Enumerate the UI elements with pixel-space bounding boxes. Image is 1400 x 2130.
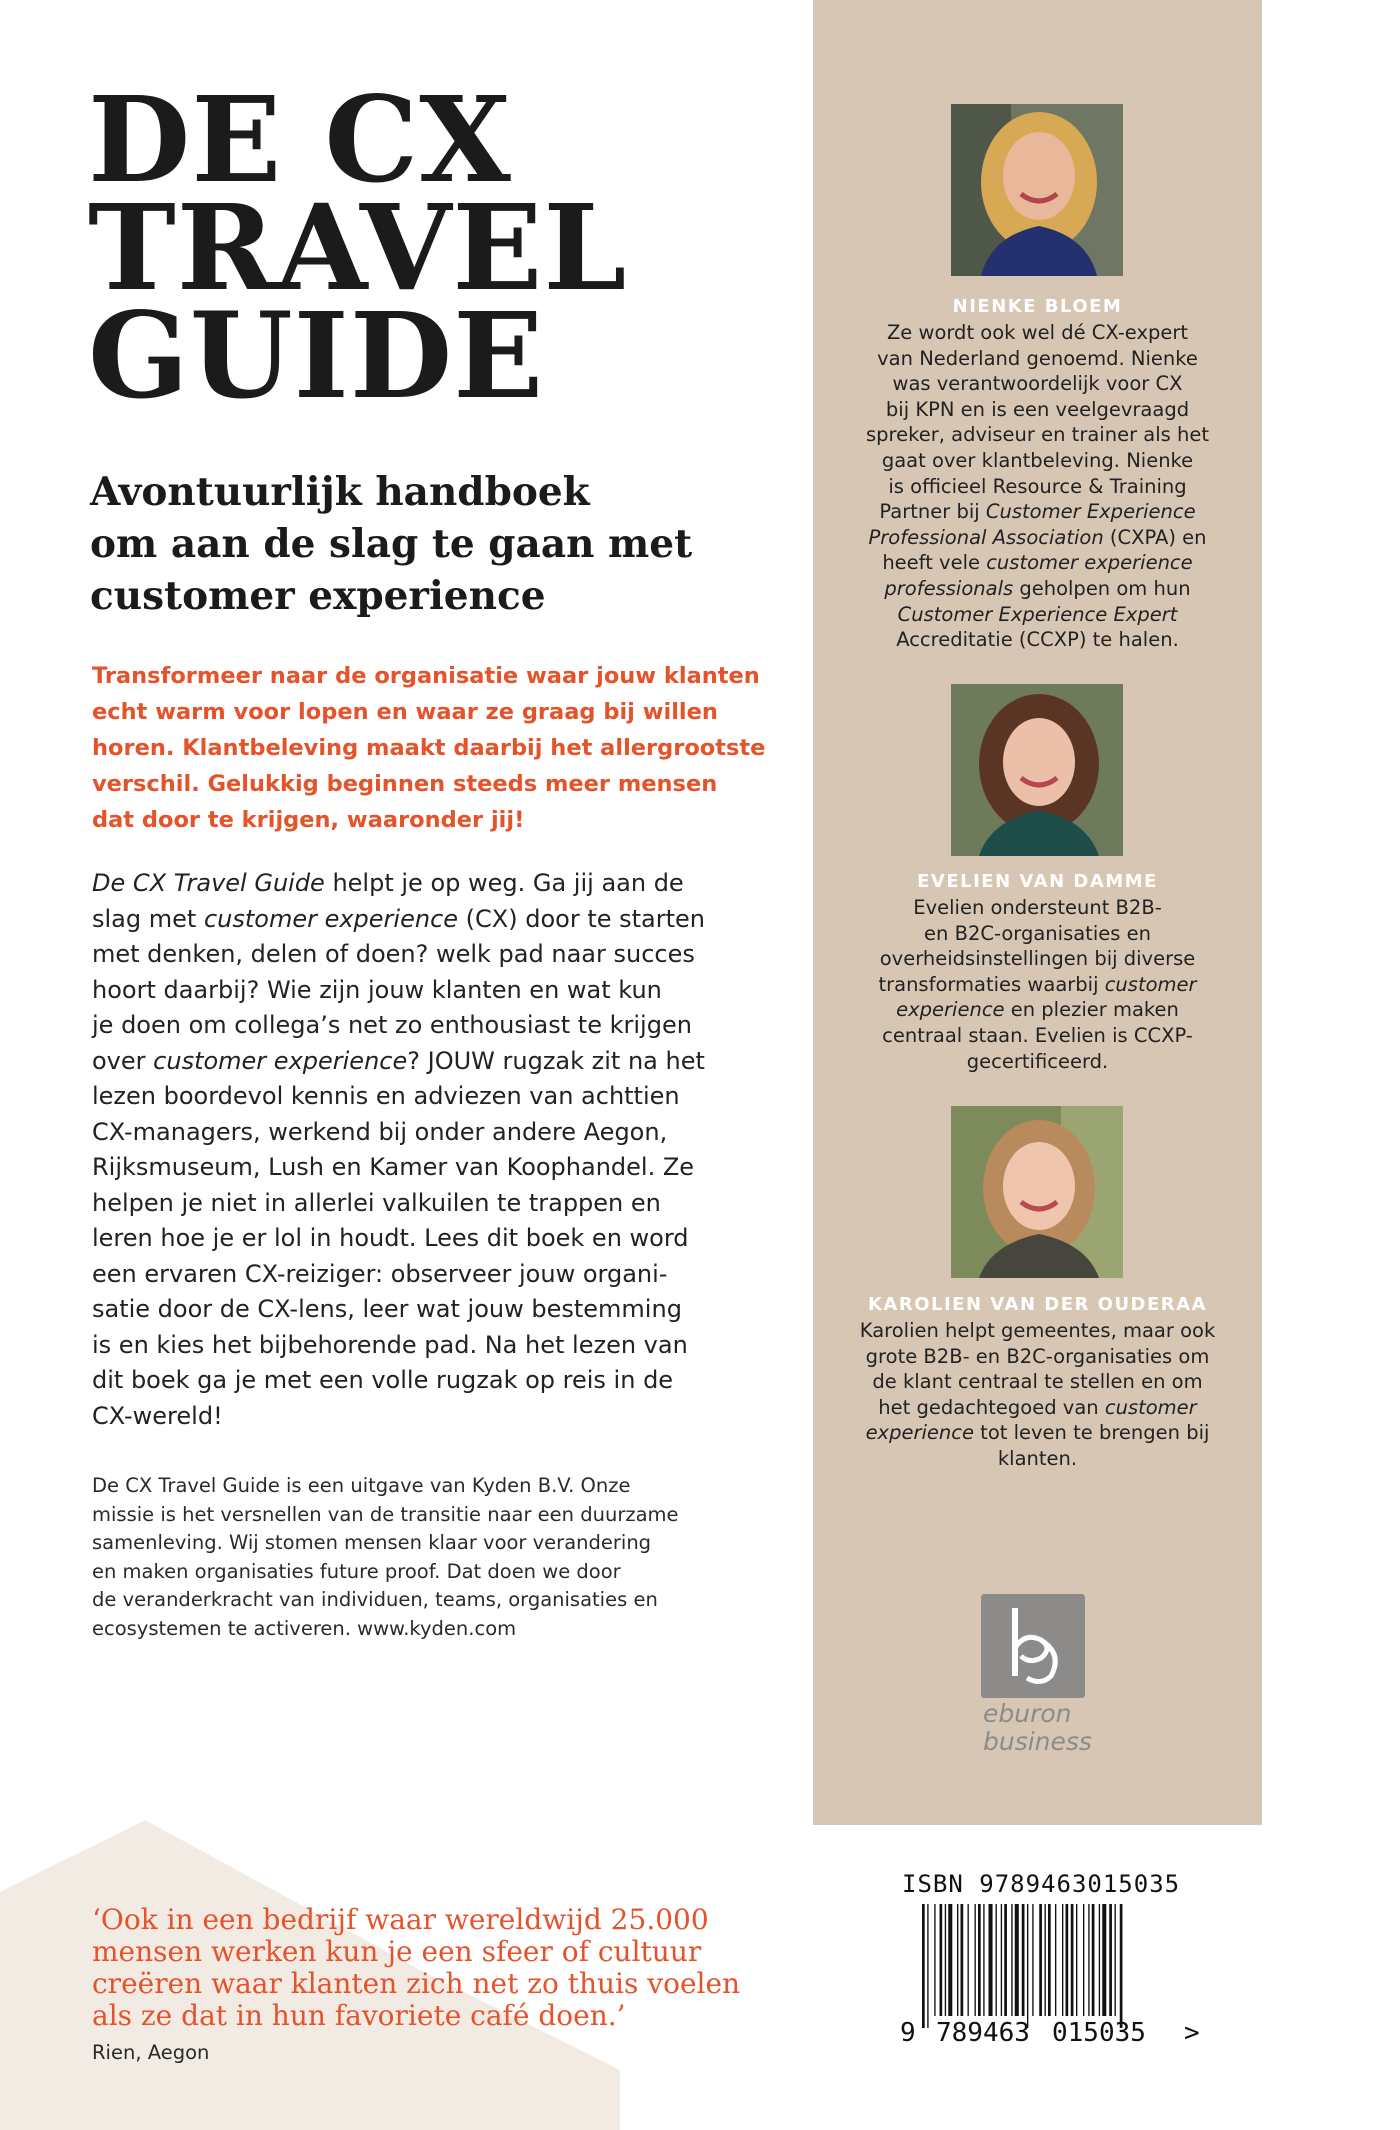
body-line [92,1044,792,1080]
publisher-info [92,1472,792,1643]
bio-line [833,1420,1242,1446]
barcode-bar [1120,1904,1123,2028]
publisher-logo-text [983,1700,1103,1756]
quote-line: mensen werken kun je een sfeer of cultuur [92,1935,702,1968]
barcode-bar [934,1904,935,2016]
bio-line: Ze wordt ook wel dé CX-expert [886,321,1189,344]
barcode-bar [922,1904,925,2028]
subtitle-line: Avontuurlijk handboek [90,469,590,515]
book-title [88,70,628,425]
bio-line: gaat over klantbeleving. Nienke [881,448,1194,472]
intro-line: echt warm voor lopen en waar ze graag bij willen [92,699,718,725]
title-line: TRAVEL [88,178,628,317]
publisher-line: en maken organisaties future proof. Dat doen we door [92,1559,621,1583]
body-line: satie door de CX-lens, leer wat jouw bestemming [92,1295,682,1323]
publisher-line: ecosystemen te activeren. www.kyden.com [92,1616,517,1640]
body-line [92,866,792,902]
barcode-bar [1109,1904,1112,2016]
intro-line: horen. Klantbeleving maakt daarbij het allergrootste [92,735,766,761]
bio-text: Partner bij [879,500,986,524]
author-bio [833,1318,1242,1472]
barcode-bar [1099,1904,1100,2016]
barcode-bar [1115,1904,1116,2016]
authors-panel [813,0,1262,1825]
eburon-logo-icon [981,1594,1085,1698]
bio-line [833,602,1242,628]
bio-line: van Nederland genoemd. Nienke [877,346,1198,370]
barcode-bar [1048,1904,1051,2016]
logo-line: business [983,1727,1092,1756]
intro-line: verschil. Gelukkig beginnen steeds meer mensen [92,771,718,797]
body-line: helpen je niet in allerlei valkuilen te trappen en [92,1188,661,1217]
bio-line: grote B2B- en B2C-organisaties om [865,1344,1210,1368]
author-photo-nienke [951,104,1123,276]
bio-text: het gedachtegoed van [878,1395,1105,1419]
bio-line: overheidsinstellingen bij diverse [879,947,1196,971]
author-photo-evelien [951,684,1123,856]
bio-italic: experience [865,1421,974,1445]
body-line: CX-wereld! [92,1401,223,1430]
bio-italic: Professional Association [868,525,1104,549]
author-name: KAROLIEN VAN DER OUDERAA [867,1294,1208,1315]
intro-paragraph [92,658,792,838]
book-subtitle [90,466,790,622]
bio-line: Accreditatie (CCXP) te halen. [896,628,1179,652]
barcode-bar [1092,1904,1095,2016]
barcode-bar [1039,1904,1042,2016]
bio-line [833,550,1242,576]
body-italic: De CX Travel Guide [92,869,325,897]
title-line: DE CX [88,70,512,209]
author-photo-karolien [951,1106,1123,1278]
quote-source: Rien, Aegon [92,2041,210,2064]
subtitle-line: om aan de slag te gaan met [90,521,693,567]
barcode-bar [1071,1904,1074,2016]
barcode-bars-icon [922,1904,1182,2028]
bio-line: centraal staan. Evelien is CCXP- [882,1023,1193,1047]
bio-italic: customer experience [986,551,1193,575]
bio-line: bij KPN en is een veelgevraagd [885,397,1190,421]
author-bio [833,895,1242,1074]
bio-italic: Customer Experience Expert [897,602,1178,626]
bio-line [833,576,1242,602]
barcode-bar [1083,1904,1084,2016]
barcode-bar [1027,1904,1028,2028]
body-text: over [92,1046,154,1075]
author-name: NIENKE BLOEM [952,296,1123,317]
isbn-barcode [900,1870,1200,2050]
barcode-bar [948,1904,952,2016]
body-line: hoort daarbij? Wie zijn jouw klanten en wat kun [92,975,662,1004]
body-text: slag met [92,904,204,933]
barcode-bar [1088,1904,1089,2016]
barcode-bar [996,1904,997,2016]
bio-italic: customer [1104,972,1197,996]
testimonial-quote [92,1904,792,2032]
body-line [92,902,792,938]
bio-italic: experience [896,998,1005,1022]
bio-line [833,997,1242,1023]
title-line: GUIDE [88,286,545,425]
bio-text: tot leven te brengen bij [973,1421,1210,1445]
body-line: leren hoe je er lol in houdt. Lees dit boek en word [92,1224,689,1252]
barcode-bar [1045,1904,1046,2016]
barcode-bar [1062,1904,1063,2016]
bio-text: (CXPA) en [1103,525,1207,549]
body-line: Rijksmuseum, Lush en Kamer van Koophandel. Ze [92,1153,695,1181]
barcode-bar [975,1904,976,2016]
logo-line: eburon [983,1699,1072,1728]
barcode-end-mark: > [1184,2018,1200,2048]
barcode-bar [989,1904,993,2016]
bio-line: de klant centraal te stellen en om [872,1370,1203,1394]
quote-line: ‘Ook in een bedrijf waar wereldwijd 25.000 [92,1903,709,1936]
bio-line: Evelien ondersteunt B2B- [913,896,1162,919]
bio-line [833,525,1242,551]
barcode-bar [1004,1904,1007,2016]
bio-line [833,972,1242,998]
body-line: met denken, delen of doen? welk pad naar succes [92,940,695,968]
publisher-line: missie is het versnellen van de transitie naar een duurzame [92,1502,679,1526]
barcode-bar [1055,1904,1056,2016]
author-bio [833,320,1242,653]
bio-line: spreker, adviseur en trainer als het [865,423,1210,447]
barcode-digits-right: 015035 [1052,2018,1146,2048]
barcode-bar [983,1904,984,2016]
body-line: een ervaren CX-reiziger: observeer jouw organi- [92,1259,668,1288]
bio-text: heeft vele [882,551,987,575]
barcode-digits-left: 789463 [936,2018,1030,2048]
bio-text: transformaties waarbij [878,972,1105,996]
bio-italic: professionals [884,576,1014,600]
body-italic: customer experience [153,1046,408,1075]
body-text: helpt je op weg. Ga jij aan de [324,869,684,897]
barcode-bar [1066,1904,1069,2016]
body-line: is en kies het bijbehorende pad. Na het lezen van [92,1330,688,1359]
bio-line: is officieel Resource & Training [888,474,1187,498]
barcode-bar [1001,1904,1002,2016]
quote-line: als ze dat in hun favoriete café doen.’ [92,1999,626,2032]
bio-line: Karolien helpt gemeentes, maar ook [859,1319,1216,1342]
publisher-line: samenleving. Wij stomen mensen klaar voor verandering [92,1531,652,1554]
intro-line: Transformeer naar de organisatie waar jouw klanten [92,663,760,689]
barcode-bar [961,1904,964,2016]
barcode-bar [968,1904,969,2016]
barcode-bar [1022,1904,1025,2016]
body-italic: customer experience [203,904,459,933]
barcode-bar [957,1904,958,2016]
barcode-bar [940,1904,943,2016]
barcode-bar [1015,1904,1019,2016]
quote-line: creëren waar klanten zich net zo thuis voelen [92,1967,741,2000]
barcode-bar [1011,1904,1012,2016]
barcode-bar [1102,1904,1106,2016]
barcode-bar [978,1904,981,2016]
body-text: (CX) door te starten [458,904,705,933]
barcode-bar [927,1904,928,2028]
bio-line [833,499,1242,525]
intro-line: dat door te krijgen, waaronder jij! [92,807,525,833]
bio-italic: customer [1104,1395,1197,1419]
subtitle-line: customer experience [90,573,546,619]
bio-line: was verantwoordelijk voor CX [892,372,1183,396]
barcode-bar [945,1904,946,2016]
body-line: lezen boordevol kennis en adviezen van achttien [92,1082,680,1110]
barcode-bar [1032,1904,1033,2016]
publisher-line: de veranderkracht van individuen, teams, organisaties en [92,1588,658,1611]
barcode-digit-first: 9 [900,2018,916,2048]
bio-line: gecertificeerd. [966,1049,1109,1073]
body-line: je doen om collega’s net zo enthousiast te krijgen [92,1011,692,1039]
isbn-label: ISBN 9789463015035 [902,1870,1181,1898]
body-line: CX-managers, werkend bij onder andere Aegon, [92,1117,668,1146]
bio-text: geholpen om hun [1013,576,1191,600]
description-paragraph [92,866,792,1434]
author-name: EVELIEN VAN DAMME [917,871,1158,892]
body-text: ? JOUW rugzak zit na het [407,1046,705,1075]
bio-line: en B2C-organisaties en [924,921,1151,945]
bio-italic: Customer Experience [985,500,1196,524]
bio-line [833,1395,1242,1421]
bio-text: en plezier maken [1004,998,1179,1022]
publisher-line: De CX Travel Guide is een uitgave van Kyden B.V. Onze [92,1474,631,1497]
bio-line: klanten. [997,1446,1078,1470]
body-line: dit boek ga je met een volle rugzak op reis in de [92,1366,674,1394]
barcode-bar [1076,1904,1077,2016]
